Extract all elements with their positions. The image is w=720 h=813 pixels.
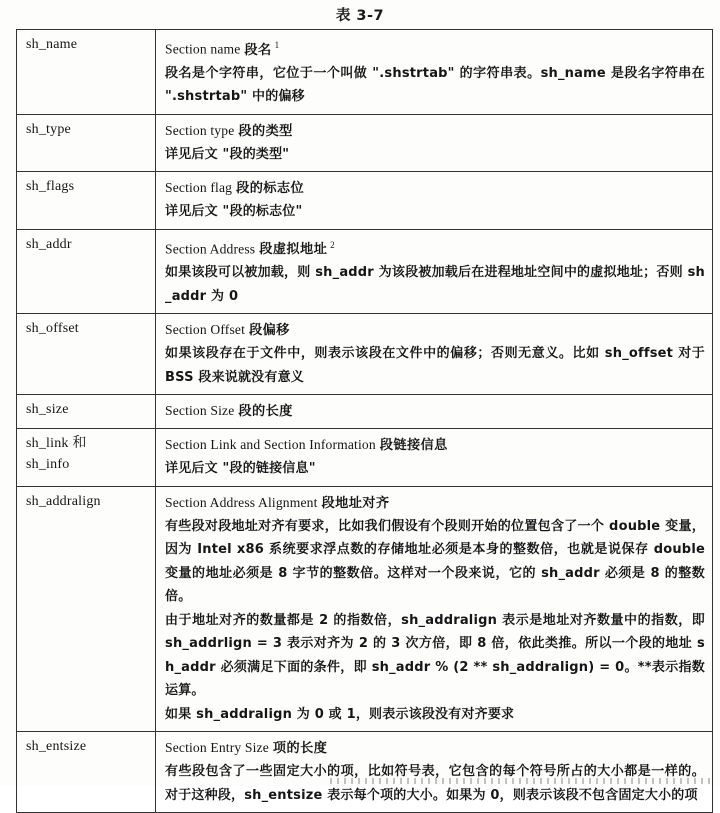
field-name-line: sh_flags: [26, 179, 75, 195]
heading-latin: Section name: [165, 41, 241, 57]
heading-latin: Section Offset: [165, 322, 245, 338]
field-name-line: sh_type: [26, 121, 71, 137]
description-heading: [165, 433, 705, 457]
description-body: 详见后文 "段的类型": [165, 146, 290, 162]
field-name-line: sh_link 和: [26, 436, 87, 452]
table-row: [17, 172, 713, 230]
heading-latin: Section Entry Size: [165, 740, 269, 756]
heading-latin: Section Link and Section Information: [165, 437, 376, 453]
description-body: 如果该段存在于文件中，则表示该段在文件中的偏移；否则无意义。比如 sh_offset 对于 BSS 段来说就没有意义: [165, 346, 705, 385]
table-row: [17, 429, 713, 487]
field-description-cell: [156, 486, 713, 732]
field-name-cell: [17, 114, 156, 172]
heading-latin: Section flag: [165, 180, 233, 196]
table-row: [17, 30, 713, 115]
field-description-cell: [156, 229, 713, 314]
description-heading: [165, 234, 705, 262]
field-name-line: sh_addralign: [26, 493, 101, 509]
field-name-line: sh_addr: [26, 236, 72, 252]
heading-latin: Section Address Alignment: [165, 494, 318, 510]
field-description-cell: [156, 314, 713, 395]
description-heading: [165, 34, 705, 62]
description-heading: [165, 736, 705, 760]
description-heading: [165, 176, 705, 200]
field-description-cell: [156, 732, 713, 813]
field-name-line: sh_size: [26, 402, 69, 418]
field-description-cell: [156, 114, 713, 172]
field-description-cell: [156, 30, 713, 115]
description-heading: [165, 399, 705, 423]
heading-cjk: 段的长度: [238, 404, 293, 420]
table-caption: 表 3-7: [335, 8, 385, 24]
description-body: 段名是个字符串，它位于一个叫做 ".shstrtab" 的字符串表。sh_name 是段名字符串在 ".shstrtab" 中的偏移: [165, 65, 705, 105]
description-heading: [165, 318, 705, 342]
field-name-cell: [17, 314, 156, 395]
footnote-marker: 1: [274, 40, 280, 50]
table-row: [17, 732, 713, 813]
heading-cjk: 段名: [244, 42, 272, 58]
heading-cjk: 段偏移: [249, 323, 290, 339]
table-row: [17, 114, 713, 172]
description-heading: [165, 119, 705, 143]
field-name-cell: [17, 486, 156, 732]
description-body: 有些段包含了一些固定大小的项，比如符号表，它包含的每个符号所占的大小都是一样的。对于这种段，sh_entsize 表示每个项的大小。如果为 0，则表示该段不包含固定大小的项: [165, 764, 705, 803]
table-row: [17, 229, 713, 314]
heading-cjk: 段链接信息: [379, 438, 448, 454]
field-name-cell: [17, 429, 156, 487]
table-row: [17, 486, 713, 732]
description-heading: [165, 491, 705, 515]
description-body-2: 由于地址对齐的数量都是 2 的指数倍，sh_addralign 表示是地址对齐数量中的指数，即 sh_addrlign = 3 表示对齐为 2 的 3 次方倍，即 8 倍，依此类推。所以一个段的地址 sh_addr 必须满足下面的条件，即 sh_addr % (2 ** sh_addralign) = 0。**表示指数运算。: [165, 612, 705, 699]
heading-cjk: 项的长度: [272, 741, 328, 757]
table-row: [17, 395, 713, 429]
heading-latin: Section Address: [165, 241, 256, 257]
field-name-line: sh_offset: [26, 321, 79, 337]
heading-cjk: 段虚拟地址: [259, 242, 328, 258]
field-name-line: sh_name: [26, 37, 78, 52]
heading-latin: Section Size: [165, 403, 235, 419]
field-name-cell: [17, 732, 156, 813]
field-description-cell: [156, 429, 713, 487]
field-name-line-secondary: sh_info: [26, 457, 70, 473]
field-name-cell: [17, 172, 156, 230]
description-body: 有些段对段地址对齐有要求，比如我们假设有个段则开始的位置包含了一个 double 变量，因为 Intel x86 系统要求浮点数的存储地址必须是本身的整数倍，也就是说保存 double 变量的地址必须是 8 字节的整数倍。这样对一个段来说，它的 sh_addr 必须是 8 的整数倍。: [165, 518, 705, 605]
field-name-cell: [17, 30, 156, 115]
heading-cjk: 段的类型: [238, 123, 293, 139]
heading-latin: Section type: [165, 122, 235, 138]
footnote-marker: 2: [330, 239, 335, 250]
field-name-line: sh_entsize: [26, 739, 87, 755]
description-body: 详见后文 "段的标志位": [165, 204, 303, 220]
field-name-cell: [17, 229, 156, 314]
heading-cjk: 段地址对齐: [321, 495, 390, 511]
field-description-cell: [156, 172, 713, 230]
table-row: [17, 314, 713, 395]
table-body: [17, 30, 713, 813]
description-body: 如果该段可以被加载，则 sh_addr 为该段被加载后在进程地址空间中的虚拟地址；否则 sh_addr 为 0: [165, 265, 705, 304]
field-description-cell: [156, 395, 713, 429]
field-name-cell: [17, 395, 156, 429]
section-header-fields-table: [16, 29, 713, 813]
scan-artifact: [330, 778, 710, 784]
description-body-3: 如果 sh_addralign 为 0 或 1，则表示该段没有对齐要求: [165, 706, 515, 722]
description-body: 详见后文 "段的链接信息": [165, 461, 316, 477]
heading-cjk: 段的标志位: [236, 181, 305, 197]
